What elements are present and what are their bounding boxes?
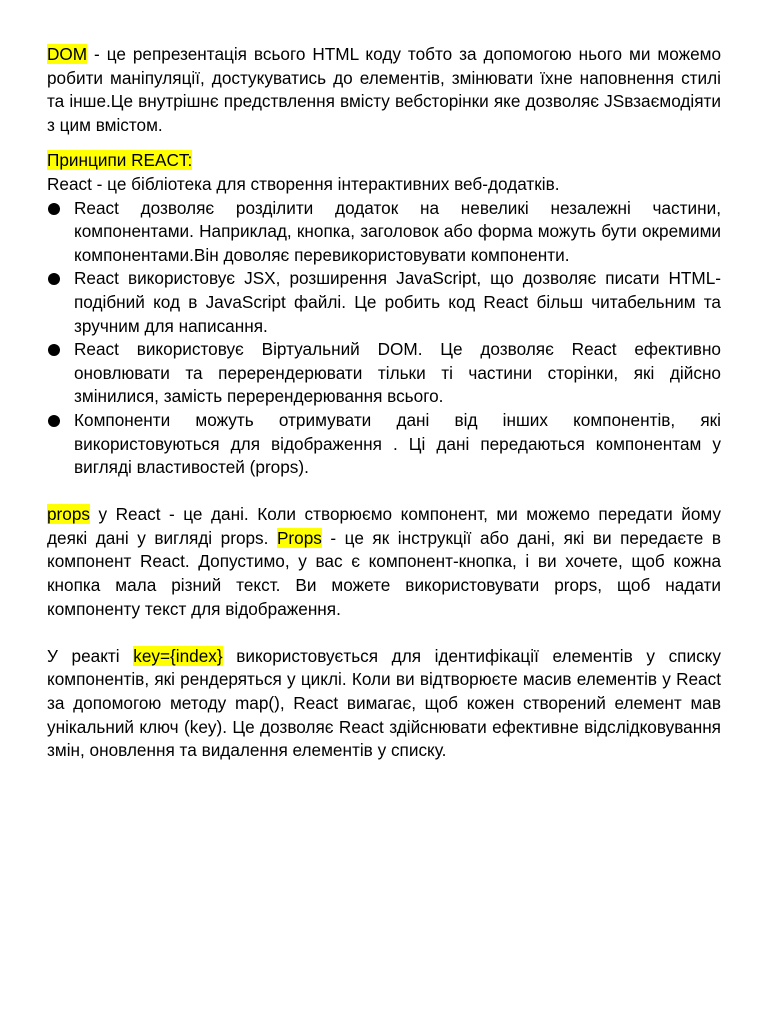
props-paragraph: [47, 503, 721, 621]
list-item: [47, 197, 721, 268]
list-item: [47, 338, 721, 409]
key-paragraph: [47, 645, 721, 763]
dom-highlight: DOM: [47, 44, 88, 64]
list-item: [47, 267, 721, 338]
key-text-1: У реакті: [47, 645, 134, 666]
bullet-icon: [48, 344, 60, 356]
props-highlight-2: Props: [276, 527, 322, 548]
react-principles-list: [47, 197, 721, 480]
document-body: [47, 43, 721, 763]
props-text-2: - це як інструкції або дані, які ви передаєте в компонент React. Допустимо, у вас є компонент-кнопка, і ви хочете, щоб кожна кнопка мала різний текст. Ви можете використовувати props, щоб надати компоненту текст для відображення.: [47, 527, 721, 619]
list-item-text: React дозволяє розділити додаток на невеликі незалежні частини, компонентами. Наприклад, кнопка, заголовок або форма можуть бути окремими компонентами.Він доволяє перевикористовувати компоненти.: [74, 197, 721, 265]
list-item-text: React використовує JSX, розширення JavaScript, що дозволяє писати HTML-подібний код в JavaScript файлі. Це робить код React більш читабельним та зручним для написання.: [74, 268, 721, 336]
bullet-icon: [48, 203, 60, 215]
props-highlight: props: [47, 504, 90, 525]
dom-paragraph: [47, 43, 721, 137]
list-item-text: React використовує Віртуальний DOM. Це дозволяє React ефективно оновлювати та перерендерювати тільки ті частини сторінки, які дійсно змінилися, замість перерендерювання всього.: [74, 339, 721, 407]
react-heading: [47, 149, 721, 173]
react-intro: React - це бібліотека для створення інтерактивних веб-додатків.: [47, 173, 560, 194]
list-item: [47, 409, 721, 480]
spacer: [47, 480, 721, 504]
dom-text: - це репрезентація всього HTML коду тобто за допомогою нього ми можемо робити маніпуляції, достукуватись до елементів, змінювати їхне наповнення стилі та інше.Це внутрішнє предствлення вмісту вебсторінки яке дозволяє JSвзаємодіяти з цим вмістом.: [47, 44, 721, 135]
spacer: [47, 621, 721, 645]
spacer: [47, 137, 721, 149]
key-highlight: key={index}: [133, 645, 223, 666]
react-heading-highlight: Принципи REACT:: [47, 150, 193, 171]
bullet-icon: [48, 415, 60, 427]
props-text-1: у React - це дані. Коли створюємо компонент, ми можемо передати йому деякі дані у вигляді props.: [47, 504, 721, 548]
key-text-2: використовується для ідентифікації елементів у списку компонентів, які рендеряться у циклі. Коли ви відтворюєте масив елементів у React за допомогою методу map(), React вимагає, щоб кожен створений елемент мав унікальний ключ (key). Це дозволяє React здійснювати ефективне відслідковування змін, оновлення та видалення елементів у списку.: [47, 645, 721, 761]
list-item-text: Компоненти можуть отримувати дані від інших компонентів, які використовуються для відображення . Ці дані передаються компонентам у вигляді властивостей (props).: [74, 409, 721, 478]
bullet-icon: [48, 273, 60, 285]
